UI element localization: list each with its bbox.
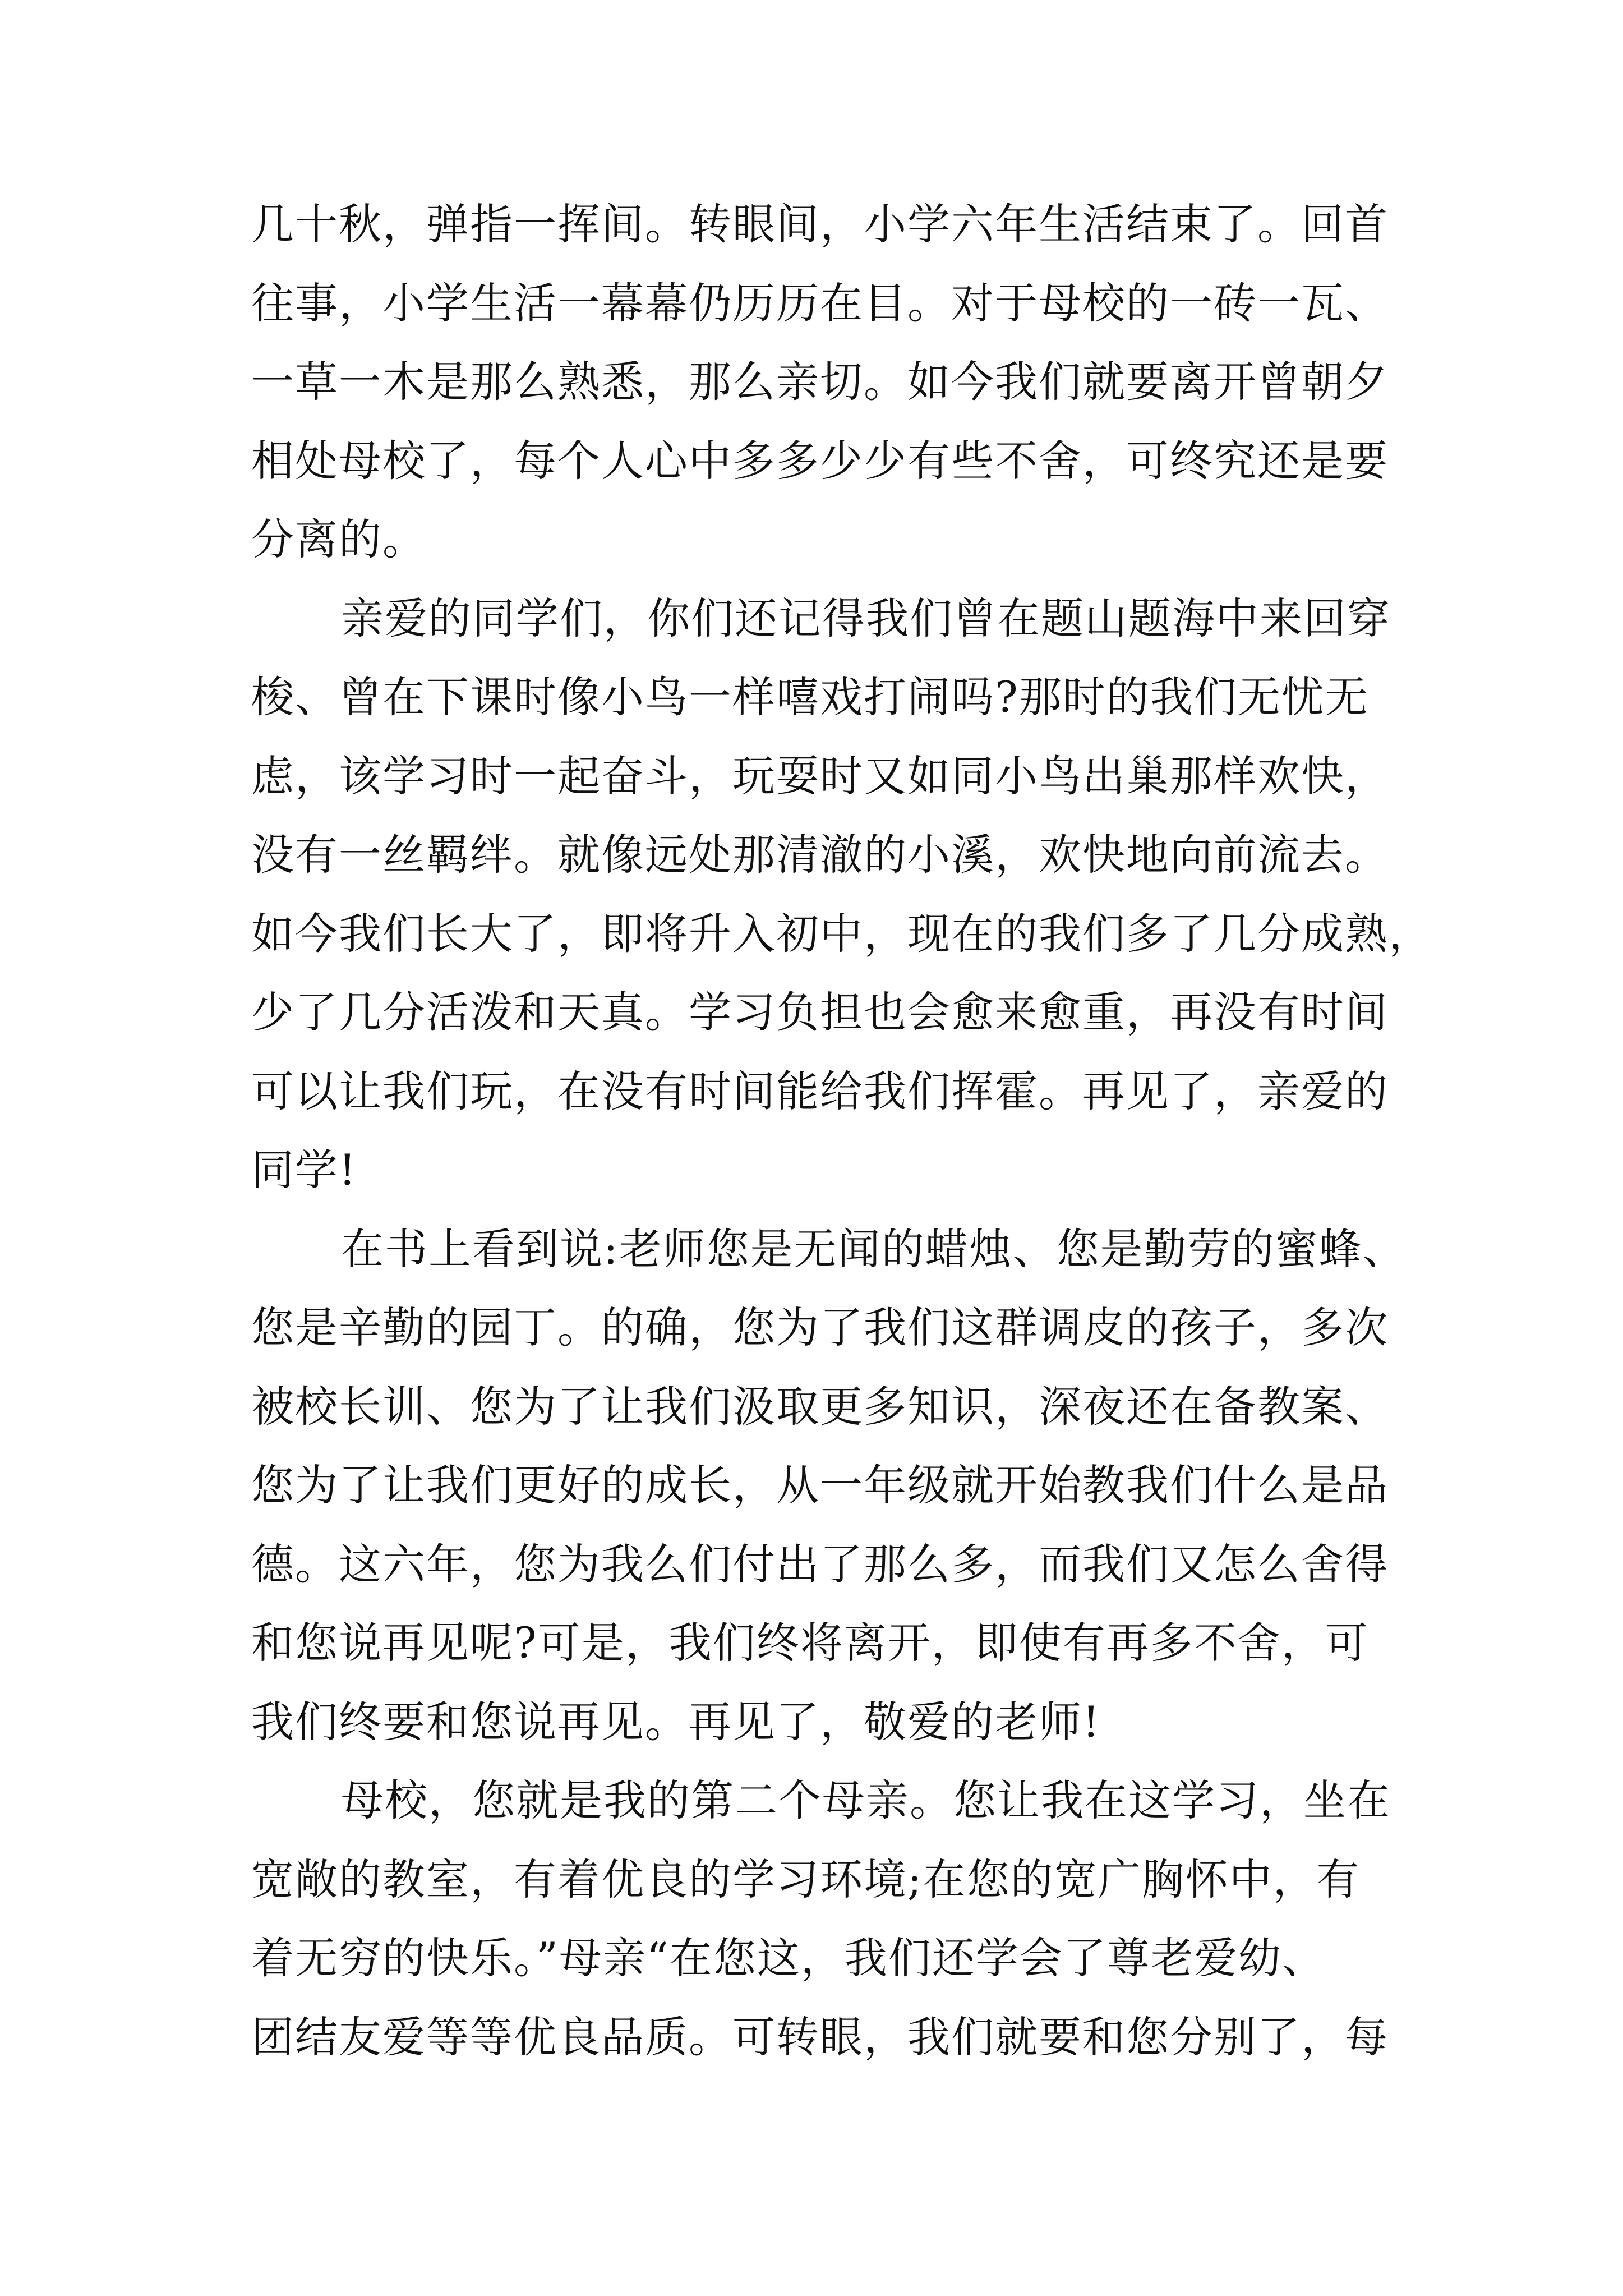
text-line: 相处母校了，每个人心中多多少少有些不舍，可终究还是要 [251, 435, 1389, 486]
text-line: 如今我们长大了，即将升入初中，现在的我们多了几分成熟， [251, 908, 1432, 959]
paragraph-start-line: 在书上看到说:老师您是无闻的蜡烛、您是勤劳的蜜蜂、 [341, 1223, 1407, 1274]
text-line: 您为了让我们更好的成长，从一年级就开始教我们什么是品 [251, 1460, 1389, 1510]
text-line: 我们终要和您说再见。再见了，敬爱的老师! [251, 1696, 1101, 1747]
paragraph-start-line: 亲爱的同学们，你们还记得我们曾在题山题海中来回穿 [341, 593, 1391, 643]
text-line: 没有一丝羁绊。就像远处那清澈的小溪，欢快地向前流去。 [251, 830, 1389, 880]
text-line: 德。这六年，您为我么们付出了那么多，而我们又怎么舍得 [251, 1539, 1389, 1589]
text-line: 一草一木是那么熟悉，那么亲切。如今我们就要离开曾朝夕 [251, 357, 1389, 407]
text-line: 分离的。 [251, 514, 426, 564]
text-line: 团结友爱等等优良品质。可转眼，我们就要和您分别了，每 [251, 2012, 1389, 2062]
body-text [251, 185, 1432, 2077]
text-line: 您是辛勤的园丁。的确，您为了我们这群调皮的孩子，多次 [251, 1303, 1389, 1352]
text-line: 几十秋，弹指一挥间。转眼间，小学六年生活结束了。回首 [251, 199, 1389, 249]
text-line: 虑，该学习时一起奋斗，玩耍时又如同小鸟出巢那样欢快， [251, 751, 1389, 801]
text-line: 少了几分活泼和天真。学习负担也会愈来愈重，再没有时间 [251, 987, 1389, 1037]
text-line: 梭、曾在下课时像小鸟一样嘻戏打闹吗?那时的我们无忧无 [251, 672, 1369, 722]
text-line: 宽敞的教室，有着优良的学习环境;在您的宽广胸怀中，有 [251, 1854, 1361, 1904]
text-line: 和您说再见呢?可是，我们终将离开，即使有再多不舍，可 [251, 1618, 1369, 1668]
text-line: 可以让我们玩，在没有时间能给我们挥霍。再见了，亲爱的 [251, 1066, 1389, 1116]
paragraph-start-line: 母校，您就是我的第二个母亲。您让我在这学习，坐在 [341, 1775, 1391, 1825]
text-line: 往事，小学生活一幕幕仍历历在目。对于母校的一砖一瓦、 [251, 278, 1389, 328]
text-line: 被校长训、您为了让我们汲取更多知识，深夜还在备教案、 [251, 1381, 1389, 1432]
text-line: 着无穷的快乐。”母亲“在您这，我们还学会了尊老爱幼、 [251, 1933, 1326, 1983]
text-line: 同学! [251, 1145, 357, 1195]
